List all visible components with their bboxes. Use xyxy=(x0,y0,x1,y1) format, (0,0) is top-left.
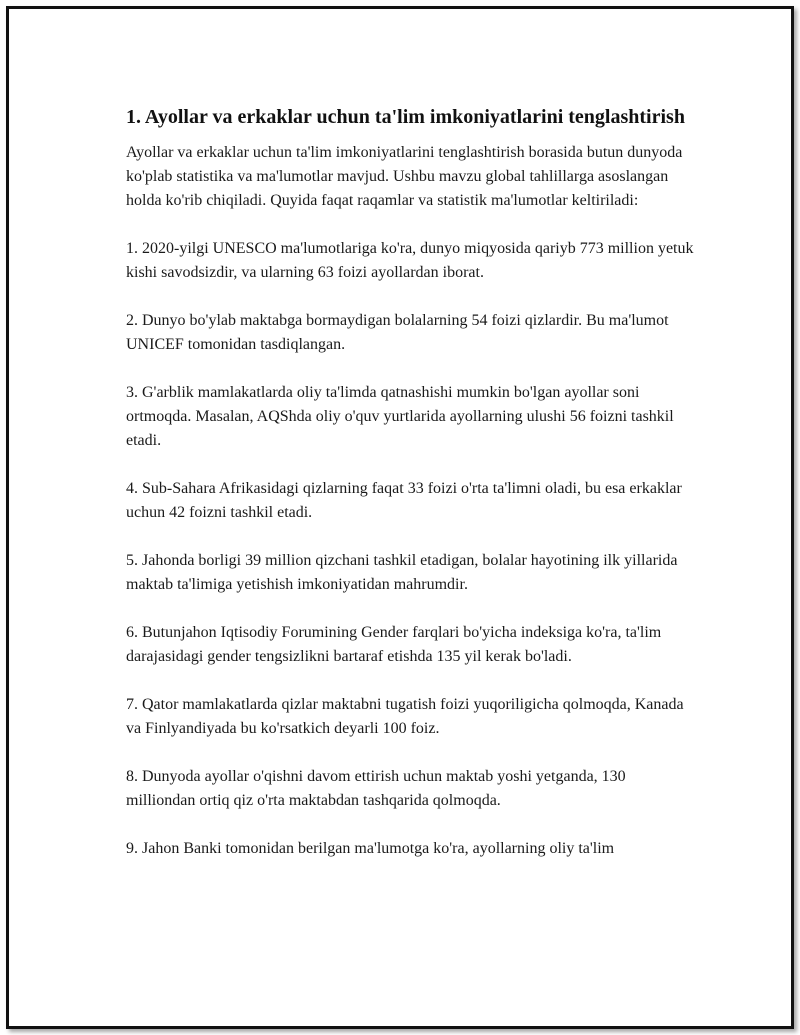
page-title: 1. Ayollar va erkaklar uchun ta'lim imkoniyatlarini tenglashtirish xyxy=(126,106,685,128)
list-item-2: 2. Dunyo bo'ylab maktabga bormaydigan bolalarning 54 foizi qizlardir. Bu ma'lumot UNICEF tomonidan tasdiqlangan. xyxy=(126,312,669,353)
list-item-4: 4. Sub-Sahara Afrikasidagi qizlarning faqat 33 foizi o'rta ta'limni oladi, bu esa erkaklar uchun 42 foizni tashkil etadi. xyxy=(126,480,682,521)
list-item-6: 6. Butunjahon Iqtisodiy Forumining Gender farqlari bo'yicha indeksiga ko'ra, ta'lim darajasidagi gender tengsizlikni bartaraf etishda 135 yil kerak bo'ladi. xyxy=(126,624,662,665)
page-frame xyxy=(6,6,794,1029)
intro-paragraph: Ayollar va erkaklar uchun ta'lim imkoniyatlarini tenglashtirish borasida butun dunyoda ko'plab statistika va ma'lumotlar mavjud. Ushbu mavzu global tahlillarga asoslangan holda ko'rib chiqiladi. Quyida faqat raqamlar va statistik ma'lumotlar keltiriladi: xyxy=(126,144,683,209)
list-item-5: 5. Jahonda borligi 39 million qizchani tashkil etadigan, bolalar hayotining ilk yillarida maktab ta'limiga yetishish imkoniyatidan mahrumdir. xyxy=(126,552,678,593)
document-body xyxy=(126,103,696,885)
list-item-7: 7. Qator mamlakatlarda qizlar maktabni tugatish foizi yuqoriligicha qolmoqda, Kanada va Finlyandiyada bu ko'rsatkich deyarli 100 foiz. xyxy=(126,696,684,737)
list-item-1: 1. 2020-yilgi UNESCO ma'lumotlariga ko'ra, dunyo miqyosida qariyb 773 million yetuk kishi savodsizdir, va ularning 63 foizi ayollardan iborat. xyxy=(126,240,694,281)
list-item-3: 3. G'arblik mamlakatlarda oliy ta'limda qatnashishi mumkin bo'lgan ayollar soni ortmoqda. Masalan, AQShda oliy o'quv yurtlarida ayollarning ulushi 56 foizni tashkil etadi. xyxy=(126,384,674,449)
list-item-9: 9. Jahon Banki tomonidan berilgan ma'lumotga ko'ra, ayollarning oliy ta'lim xyxy=(126,840,615,857)
list-item-8: 8. Dunyoda ayollar o'qishni davom ettirish uchun maktab yoshi yetganda, 130 milliondan ortiq qiz o'rta maktabdan tashqarida qolmoqda. xyxy=(126,768,626,809)
